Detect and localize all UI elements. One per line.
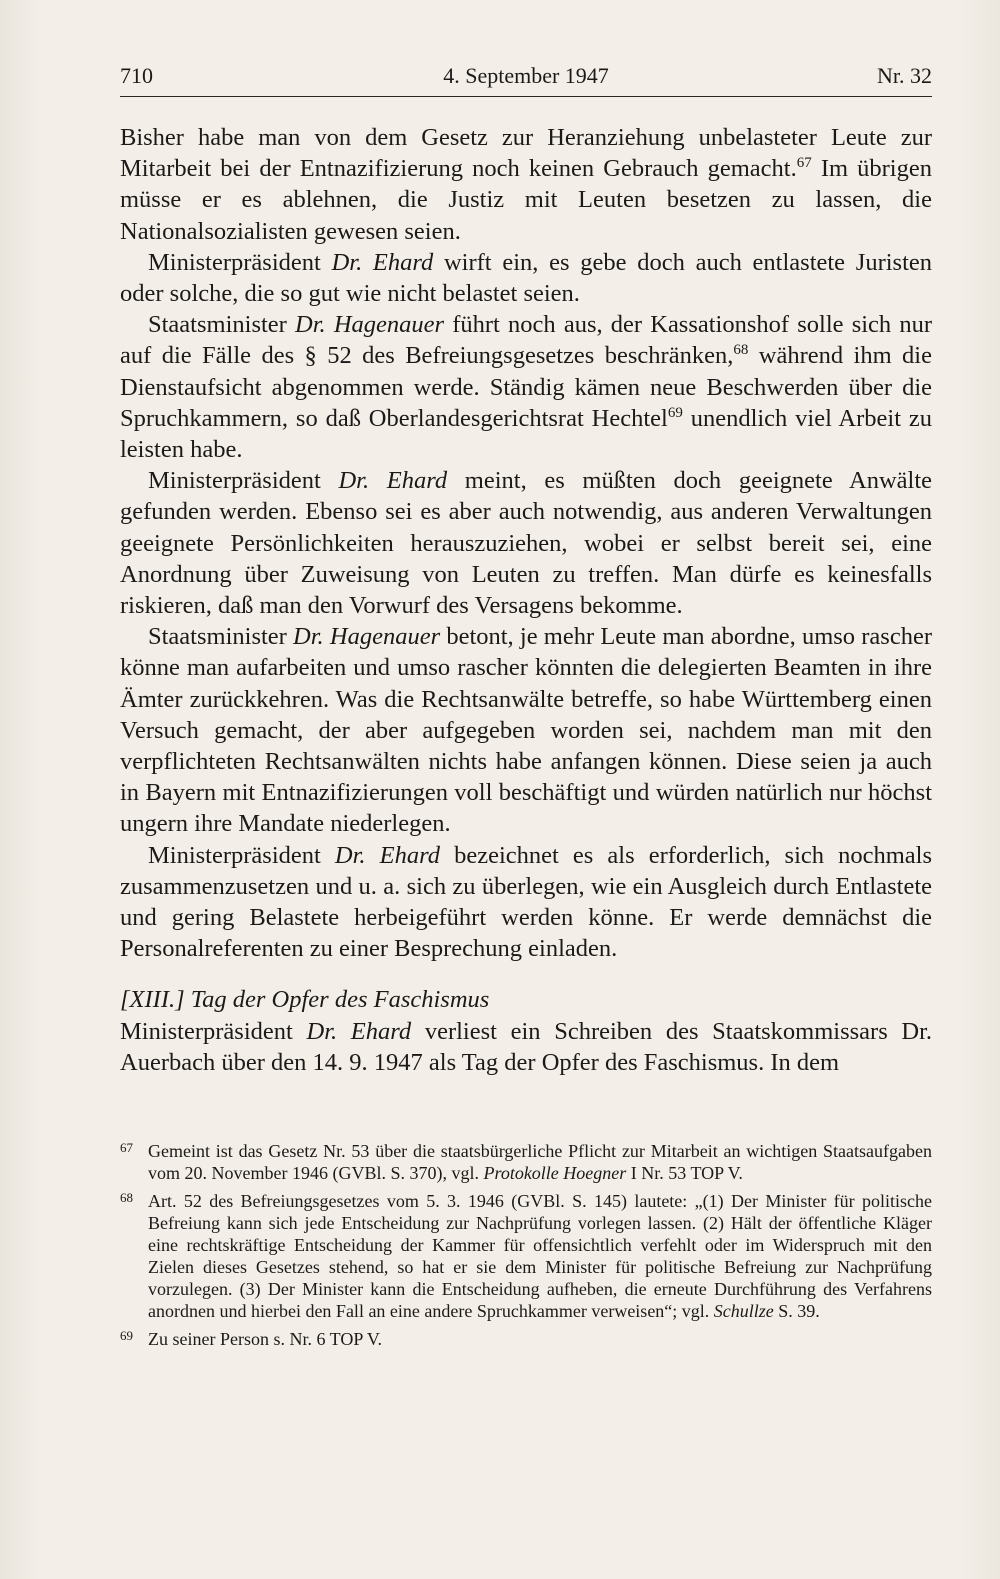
- italic-name: Schullze: [713, 1301, 774, 1321]
- text-run: Ministerpräsident: [148, 248, 332, 276]
- text-run: meint, es müßten doch geeignete Anwälte gefunden werden. Ebenso sei es aber auch notwendig, aus anderen Verwaltungen geeignete Persönlichkeiten herauszuziehen, wobei er selbst bereit sei, eine Anordnung über Zuweisung von Leuten zu treffen. Man dürfe es keinesfalls riskieren, daß man den Vorwurf des Versagens bekomme.: [120, 467, 932, 620]
- text-run: Staatsminister: [148, 311, 295, 339]
- italic-name: Dr. Ehard: [334, 841, 440, 869]
- text-run: bezeichnet es als erforderlich, sich nochmals zusammenzusetzen und u. a. sich zu überlegen, wie ein Ausgleich durch Entlastete und gering Belastete herbeigeführt werden könne. Er werde demnächst die Personalreferenten zu einer Besprechung einladen.: [120, 841, 933, 963]
- text-run: S. 39.: [773, 1301, 820, 1321]
- page-number: 710: [120, 63, 153, 88]
- italic-name: Dr. Ehard: [331, 248, 434, 276]
- text-run: Ministerpräsident: [148, 841, 335, 869]
- italic-name: Dr. Hagenauer: [295, 311, 445, 339]
- footnote-reference: 68: [733, 342, 749, 359]
- paragraph-list: [120, 122, 932, 964]
- body-paragraph: [120, 465, 932, 621]
- section-heading: [120, 984, 932, 1015]
- text-run: Ministerpräsident: [120, 1017, 307, 1045]
- italic-name: Dr. Ehard: [306, 1017, 412, 1045]
- body-paragraph: [120, 309, 932, 465]
- text-run: I Nr. 53 TOP V.: [626, 1163, 743, 1183]
- body-paragraph: [120, 840, 932, 965]
- header-date: 4. September 1947: [443, 63, 609, 88]
- header-issue-number: Nr. 32: [877, 63, 932, 88]
- body-paragraph: [120, 621, 932, 839]
- footnotes: [120, 1140, 932, 1356]
- italic-name: Protokolle Hoegner: [483, 1163, 627, 1183]
- header-rule: [120, 96, 932, 97]
- text-run: Gemeint ist das Gesetz Nr. 53 über die staatsbürgerliche Pflicht zur Mitarbeit an wichtigen Staatsaufgaben vom 20. November 1946 (GVBl. S. 370), vgl.: [148, 1141, 932, 1183]
- text-run: wirft ein, es gebe doch auch entlastete Juristen oder solche, die so gut wie nicht belastet seien.: [120, 248, 933, 308]
- text-run: unendlich viel Arbeit zu leisten habe.: [120, 404, 933, 464]
- italic-name: Dr. Hagenauer: [293, 623, 441, 651]
- body-text: [120, 122, 932, 1078]
- body-paragraph: [120, 122, 932, 247]
- footnote-reference: 69: [667, 404, 683, 421]
- footnote-number: 67: [120, 1140, 133, 1155]
- section-number: [XIII.]: [120, 986, 185, 1014]
- section-title: Tag der Opfer des Faschismus: [190, 986, 490, 1014]
- text-run: Ministerpräsident: [148, 467, 339, 495]
- text-run: führt noch aus, der Kassationshof solle sich nur auf die Fälle des § 52 des Befreiungsgesetzes beschränken,: [120, 311, 932, 370]
- footnote-68: [120, 1190, 932, 1322]
- body-paragraph: [120, 247, 932, 309]
- text-run: betont, je mehr Leute man abordne, umso rascher könne man aufarbeiten und umso rascher könnten die delegierten Beamten in ihre Ämter zurückkehren. Was die Rechtsanwälte betreffe, so habe Württemberg einen Versuch gemacht, der aber aufgegeben worden sei, nachdem man mit den verpflichteten Rechtsanwälten nichts habe anfangen können. Diese seien ja auch in Bayern mit Entnazifizierungen voll beschäftigt und würden natürlich nur höchst ungern ihre Mandate niederlegen.: [120, 623, 932, 838]
- footnote-69: [120, 1328, 932, 1350]
- footnote-number: 69: [120, 1328, 133, 1343]
- running-header: [120, 58, 932, 94]
- text-run: Art. 52 des Befreiungsgesetzes vom 5. 3. 1946 (GVBl. S. 145) lautete: „(1) Der Minister für politische Befreiung kann sich jede Entscheidung zur Nachprüfung vorlegen lassen. (2) Hält der öffentliche Kläger eine rechtskräftige Entscheidung der Kammer für offensichtlich verfehlt oder im Widerspruch mit den Zielen dieses Gesetzes stehend, so hat er sie dem Minister für politische Befreiung zur Nachprüfung vorzulegen. (3) Der Minister kann die Entscheidung aufheben, die erneute Durchführung des Verfahrens anordnen und hierbei den Fall an eine andere Spruchkammer verweisen“; vgl.: [148, 1191, 932, 1321]
- section-paragraph: [120, 1016, 932, 1078]
- footnote-reference: 67: [796, 155, 812, 172]
- text-run: Zu seiner Person s. Nr. 6 TOP V.: [148, 1329, 383, 1349]
- text-run: verliest ein Schreiben des Staatskommissars Dr. Auerbach über den 14. 9. 1947 als Tag der Opfer des Faschismus. In dem: [120, 1017, 933, 1076]
- text-run: Im übrigen müsse er es ablehnen, die Justiz mit Leuten besetzen zu lassen, die Nationalsozialisten gewesen seien.: [120, 155, 932, 245]
- italic-name: Dr. Ehard: [338, 467, 448, 495]
- footnote-67: [120, 1140, 932, 1184]
- footnote-number: 68: [120, 1190, 133, 1205]
- text-run: Bisher habe man von dem Gesetz zur Heranziehung unbelasteter Leute zur Mitarbeit bei der Entnazifizierung noch keinen Gebrauch gemacht.: [120, 124, 932, 183]
- text-run: während ihm die Dienstaufsicht abgenommen werde. Ständig kämen neue Beschwerden über die Spruchkammern, so daß Oberlandesgerichtsrat Hechtel: [120, 342, 932, 432]
- text-run: Staatsminister: [148, 623, 294, 651]
